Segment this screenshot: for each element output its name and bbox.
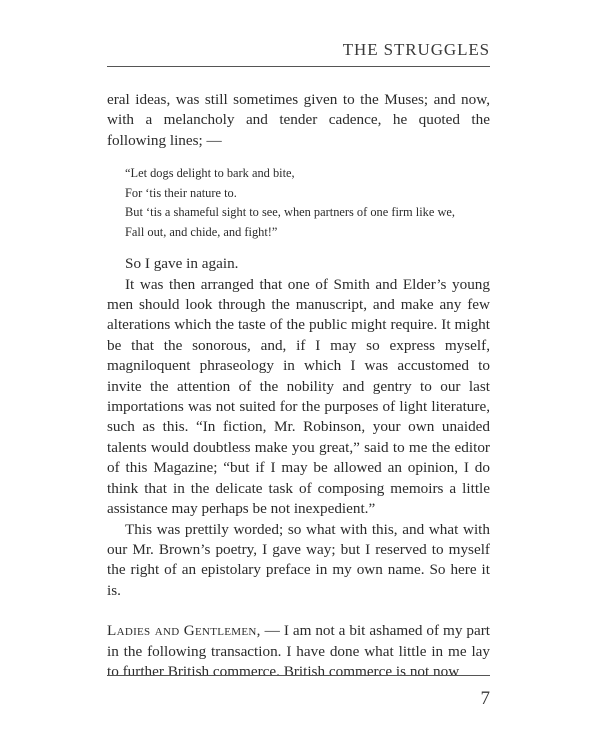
paragraph: This was prettily worded; so what with this, and what with our Mr. Brown’s poetry, I gave way; but I reserved to myself the right of an epistolary preface in my own name. So here it is. <box>107 520 490 599</box>
paragraph: So I gave in again. <box>125 255 239 273</box>
salutation: Ladies and Gentlemen, <box>107 622 261 640</box>
letter-paragraph <box>107 621 490 682</box>
verse-line: But ‘tis a shameful sight to see, when partners of one firm like we, <box>125 205 455 220</box>
opening-paragraph: eral ideas, was still sometimes given to the Muses; and now, with a melancholy and tender cadence, he quoted the following lines; — <box>107 91 490 149</box>
verse-line: For ‘tis their nature to. <box>125 185 237 200</box>
letter-text: — I am not a bit ashamed of my part in the following transaction. I have done what little in me lay to further British commerce. British commerce is not now <box>107 622 490 680</box>
footer-rule <box>107 675 490 676</box>
verse-quotation <box>125 164 490 242</box>
page-number: 7 <box>480 688 490 709</box>
verse-line: “Let dogs delight to bark and bite, <box>125 166 295 181</box>
verse-line: Fall out, and chide, and fight!” <box>125 224 278 239</box>
body-text <box>107 90 490 682</box>
running-head: THE STRUGGLES <box>342 40 490 59</box>
paragraph: It was then arranged that one of Smith and Elder’s young men should look through the manuscript, and make any few alterations which the taste of the public might require. It might be that the sonorous, and, if I may so express myself, magniloquent phraseology in which I was accustomed to invite the attention of the nobility and gentry to our last importations was not suited for the purposes of light literature, such as this. “In fiction, Mr. Robinson, your own unaided talents would doubtless make you great,” said to me the editor of this Magazine; “but if I may be allowed an opinion, I do think that in the delicate task of composing memoirs a little assistance may perhaps be not inexpedient.” <box>107 275 490 518</box>
header-rule <box>107 66 490 67</box>
section-break <box>107 601 490 621</box>
